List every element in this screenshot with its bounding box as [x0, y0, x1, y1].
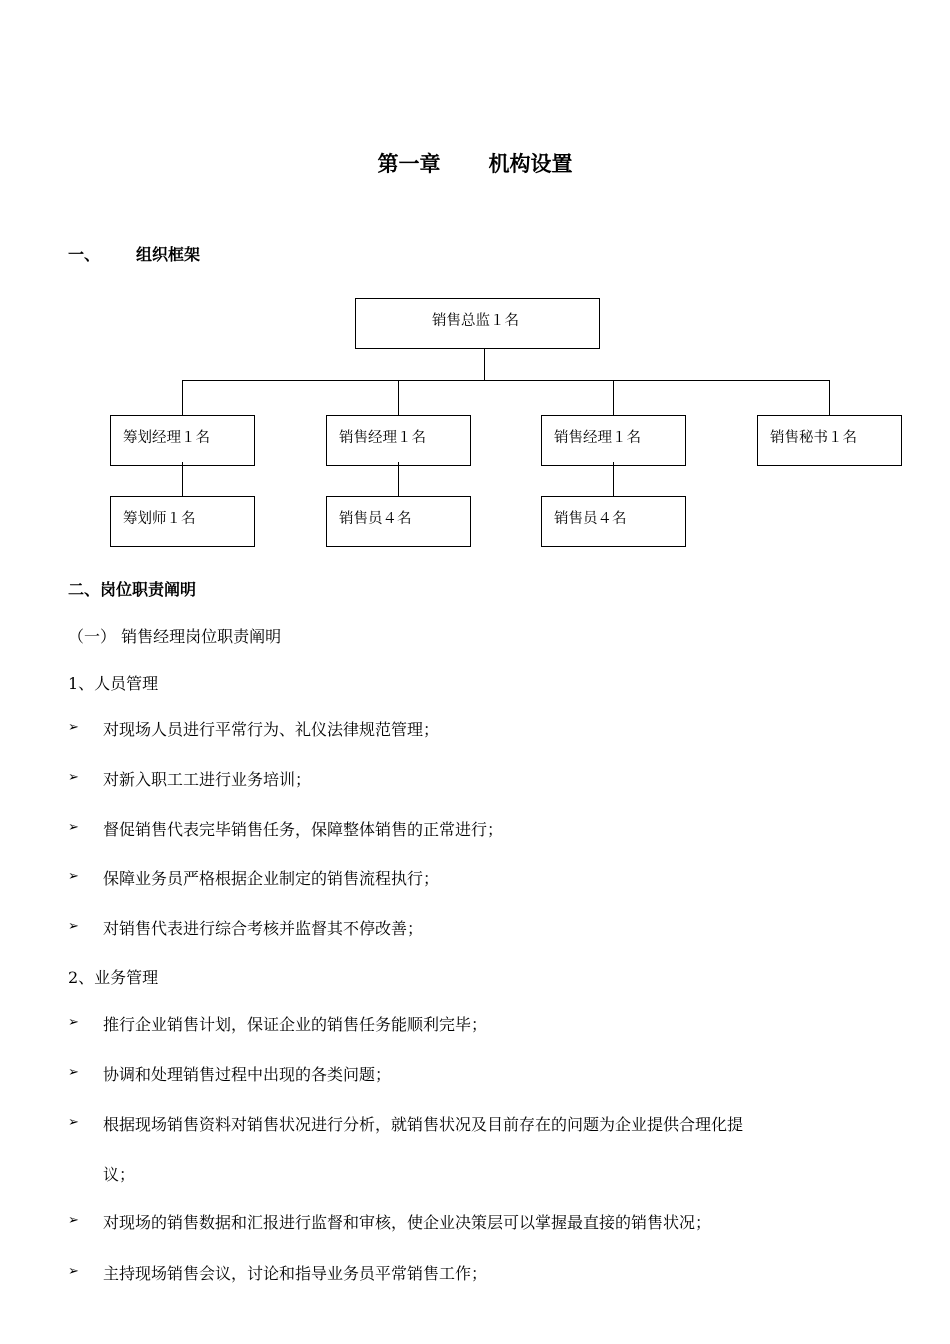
list-item: 对现场人员进行平常行为、礼仪法律规范管理； [103, 720, 440, 739]
list-item: 对现场的销售数据和汇报进行监督和审核，使企业决策层可以掌握最直接的销售状况； [103, 1213, 712, 1232]
connector-line [182, 380, 183, 415]
connector-line [829, 380, 830, 415]
org-box-salesperson: 销售员４名 [541, 496, 686, 547]
bullet-arrow-icon: ➢ [68, 720, 79, 735]
list-item: 协调和处理销售过程中出现的各类问题； [103, 1065, 392, 1084]
section1-title: 组织框架 [136, 245, 201, 264]
list-item: 根据现场销售资料对销售状况进行分析，就销售状况及目前存在的问题为企业提供合理化提 [103, 1115, 744, 1134]
bullet-arrow-icon: ➢ [68, 1115, 79, 1130]
connector-line [398, 380, 399, 415]
bullet-arrow-icon: ➢ [68, 1213, 79, 1228]
connector-line [613, 462, 614, 497]
bullet-arrow-icon: ➢ [68, 820, 79, 835]
chapter-name: 机构设置 [488, 151, 573, 176]
section1-number: 一、 [68, 245, 101, 264]
connector-line [613, 380, 614, 415]
connector-line [484, 349, 485, 381]
subsection1-title: （一） 销售经理岗位职责阐明 [68, 627, 282, 646]
list-item: 督促销售代表完毕销售任务，保障整体销售的正常进行； [103, 820, 504, 839]
org-box-sales-manager: 销售经理１名 [541, 415, 686, 466]
section2-title: 二、岗位职责阐明 [68, 580, 197, 599]
list-item: 主持现场销售会议，讨论和指导业务员平常销售工作； [103, 1264, 488, 1283]
chapter-title [0, 148, 950, 178]
bullet-arrow-icon: ➢ [68, 919, 79, 934]
org-box-planning-manager: 筹划经理１名 [110, 415, 255, 466]
list-item: 保障业务员严格根据企业制定的销售流程执行； [103, 869, 440, 888]
org-box-sales-secretary: 销售秘书１名 [757, 415, 902, 466]
org-box-planner: 筹划师１名 [110, 496, 255, 547]
group2-title: 2、业务管理 [68, 968, 159, 987]
org-box-sales-director: 销售总监１名 [355, 298, 600, 349]
org-box-salesperson: 销售员４名 [326, 496, 471, 547]
bullet-arrow-icon: ➢ [68, 1065, 79, 1080]
bullet-arrow-icon: ➢ [68, 1015, 79, 1030]
list-item-continuation: 议； [103, 1165, 136, 1184]
list-item: 推行企业销售计划，保证企业的销售任务能顺利完毕； [103, 1015, 488, 1034]
list-item: 对新入职工工进行业务培训； [103, 770, 312, 789]
org-box-sales-manager: 销售经理１名 [326, 415, 471, 466]
connector-line [182, 380, 830, 381]
chapter-number: 第一章 [377, 151, 441, 176]
bullet-arrow-icon: ➢ [68, 770, 79, 785]
connector-line [182, 462, 183, 497]
connector-line [398, 462, 399, 497]
group1-title: 1、人员管理 [68, 674, 159, 693]
bullet-arrow-icon: ➢ [68, 1264, 79, 1279]
list-item: 对销售代表进行综合考核并监督其不停改善； [103, 919, 424, 938]
bullet-arrow-icon: ➢ [68, 869, 79, 884]
